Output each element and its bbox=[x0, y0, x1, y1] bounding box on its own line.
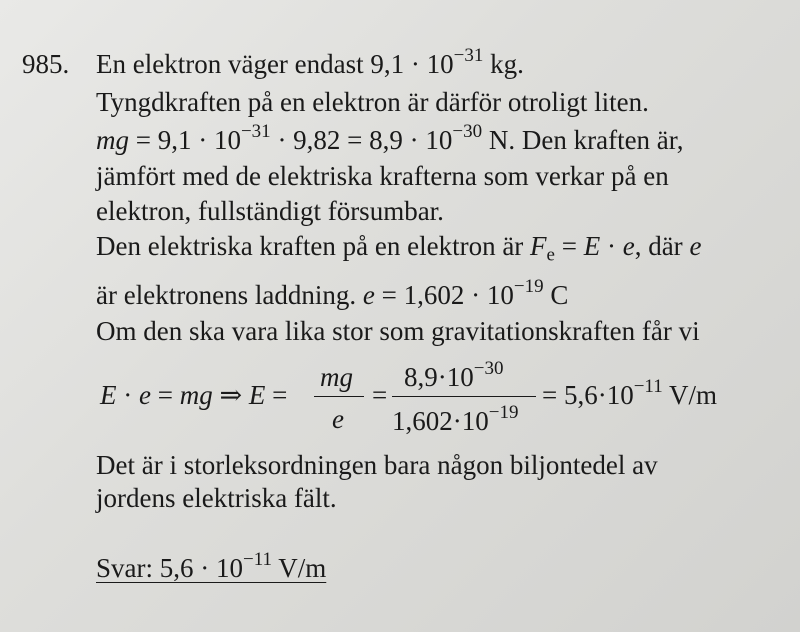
line-5: elektron, fullständigt försumbar. bbox=[96, 196, 444, 226]
line-3: mg = $9,1 \cdot 10^{-31} \cdot 9,82 = 8,9 \cdot 10^{-30}$ N. Den kraften är, bbox=[96, 121, 684, 155]
fraction-1-denominator: e bbox=[332, 404, 344, 434]
line-2: Tyngdkraften på en elektron är därför otroligt liten. bbox=[96, 87, 649, 117]
line-6: Den elektriska kraften på en elektron är $F_e = E \cdot e$, där e bbox=[96, 231, 702, 266]
fraction-2-numerator: $8,9\cdot 10^{-30}$ bbox=[404, 358, 504, 392]
problem-number: 985. bbox=[22, 49, 70, 79]
implies-arrow: ⇒ bbox=[219, 380, 243, 410]
fraction-2-bar bbox=[392, 396, 536, 397]
equation-result: = $5,6\cdot 10^{-11}$ V/m bbox=[542, 376, 717, 410]
line-10: jordens elektriska fält. bbox=[96, 483, 337, 513]
line-7: är elektronens laddning. $e = 1,602 \cdot 10^{-19}$ C bbox=[96, 276, 569, 310]
line-9: Det är i storleksordningen bara någon biljontedel av bbox=[96, 450, 658, 480]
line-1: En elektron väger endast $9,1 \cdot 10^{-31}$ kg. bbox=[96, 45, 524, 79]
line-8: Om den ska vara lika stor som gravitationskraften får vi bbox=[96, 316, 700, 346]
fraction-1-numerator: mg bbox=[320, 362, 353, 392]
fraction-1-bar bbox=[314, 396, 364, 397]
answer: Svar: $5,6 \cdot 10^{-11}$ V/m bbox=[96, 549, 327, 583]
equation-lhs: E · e = mg ⇒ E = bbox=[100, 380, 288, 410]
equals-sign: = bbox=[372, 380, 388, 410]
fraction-2-denominator: $1,602\cdot 10^{-19}$ bbox=[392, 402, 519, 436]
line-4: jämfört med de elektriska krafterna som verkar på en bbox=[96, 161, 669, 191]
